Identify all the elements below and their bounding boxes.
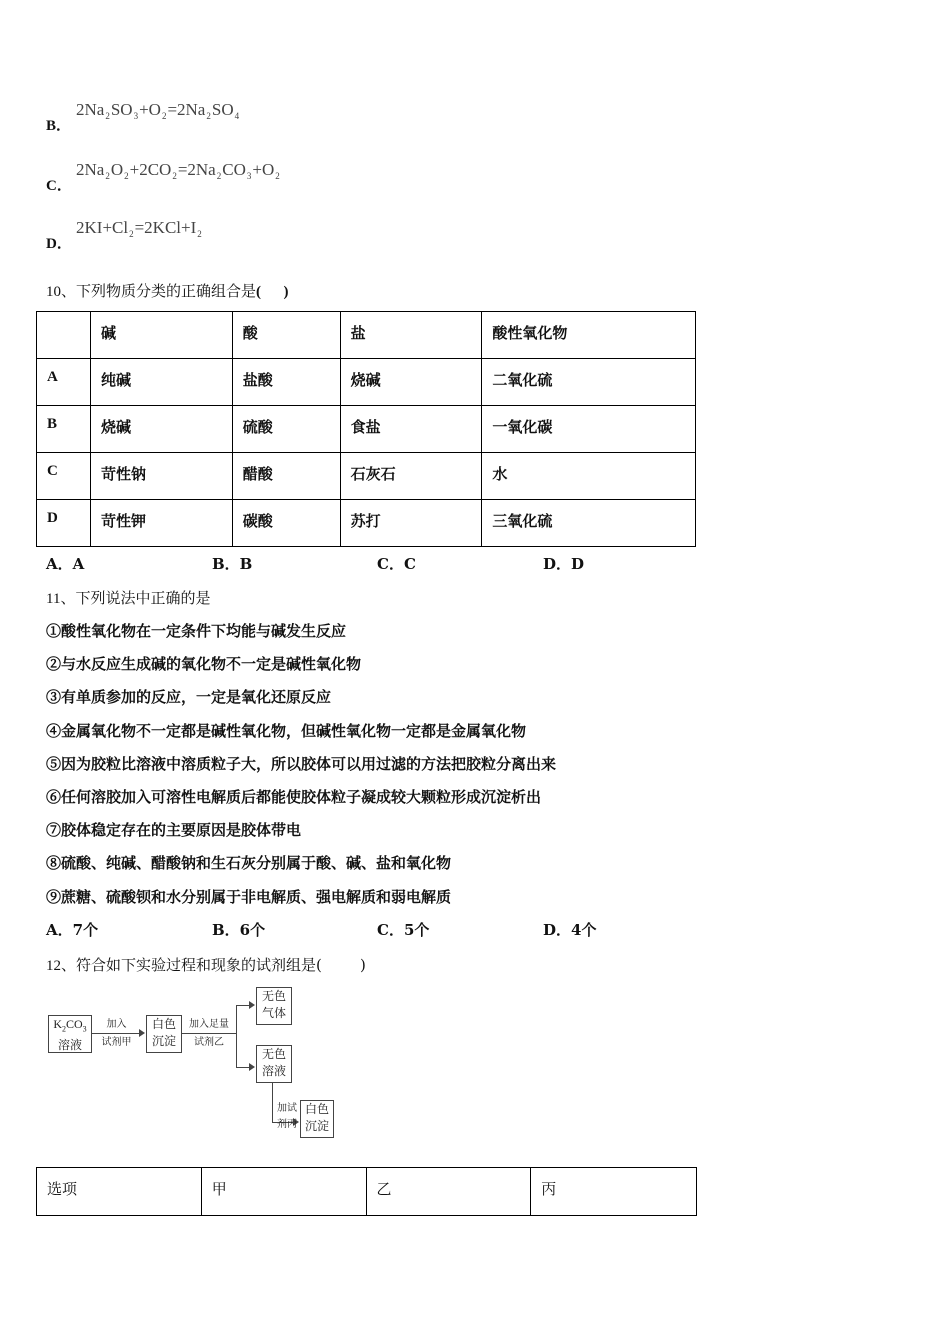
q11-statement: ⑥任何溶胶加入可溶性电解质后都能使胶体粒子凝成较大颗粒形成沉淀析出 bbox=[46, 788, 542, 806]
q11-statement: ③有单质参加的反应，一定是氧化还原反应 bbox=[46, 688, 332, 707]
q10-table bbox=[36, 311, 696, 547]
table-row bbox=[37, 500, 696, 547]
diagram-arrow-2-bottom: 试剂乙 bbox=[194, 1037, 224, 1048]
q12-header-yi: 乙 bbox=[366, 1168, 531, 1216]
table-cell: 硫酸 bbox=[232, 406, 340, 453]
table-cell: C bbox=[37, 453, 91, 500]
table-cell: 二氧化硫 bbox=[482, 359, 696, 406]
diagram-arrow-1-top: 加入 bbox=[106, 1019, 127, 1030]
diagram-arrow-2-top: 加入足量 bbox=[189, 1019, 229, 1030]
q11-statement: ⑧硫酸、纯碱、醋酸钠和生石灰分别属于酸、碱、盐和氧化物 bbox=[46, 854, 452, 873]
table-cell: 碱 bbox=[90, 312, 232, 359]
q9-option-3 bbox=[46, 218, 446, 258]
q11-answer-options bbox=[46, 919, 746, 939]
q12-header-option: 选项 bbox=[37, 1168, 202, 1216]
q10-answer-options bbox=[46, 553, 746, 573]
diagram-arrow-2 bbox=[181, 1033, 236, 1034]
option-letter: D． bbox=[46, 236, 72, 252]
table-cell: 盐酸 bbox=[232, 359, 340, 406]
option-letter: C． bbox=[46, 178, 72, 194]
q9-option-2 bbox=[46, 160, 446, 200]
arrowhead-icon bbox=[139, 1029, 145, 1037]
diagram-final-precipitate-box: 白色 沉淀 bbox=[300, 1100, 334, 1138]
table-cell: 苛性钾 bbox=[90, 500, 232, 547]
answer-option-a[interactable]: A．A bbox=[46, 555, 85, 573]
q9-option-1 bbox=[46, 100, 446, 140]
q12-header-jia: 甲 bbox=[201, 1168, 366, 1216]
q11-number: 11、 bbox=[46, 591, 76, 607]
answer-option-a[interactable]: A．7个 bbox=[46, 921, 99, 939]
table-cell: 水 bbox=[482, 453, 696, 500]
q11-statement: ④金属氧化物不一定都是碱性氧化物，但碱性氧化物一定都是金属氧化物 bbox=[46, 721, 527, 740]
table-cell: 烧碱 bbox=[340, 359, 482, 406]
q12-flow-diagram bbox=[46, 985, 346, 1145]
q10-number: 10、 bbox=[46, 284, 77, 300]
chemical-equation: $2Na_2SO_3+O_2=2Na_2SO_4$ bbox=[76, 100, 240, 121]
table-cell: B bbox=[37, 406, 91, 453]
q10-paren: ( ) bbox=[256, 284, 289, 300]
q11-statement: ⑦胶体稳定存在的主要原因是胶体带电 bbox=[46, 821, 302, 840]
diagram-branch-line bbox=[236, 1005, 237, 1067]
table-cell: A bbox=[37, 359, 91, 406]
q12-text: 符合如下实验过程和现象的试剂组是 bbox=[76, 956, 317, 974]
answer-option-b[interactable]: B．6个 bbox=[212, 921, 266, 939]
answer-option-c[interactable]: C．5个 bbox=[377, 921, 430, 939]
table-cell: 苛性钠 bbox=[90, 453, 232, 500]
table-cell: 盐 bbox=[340, 312, 482, 359]
chemical-equation: $2Na_2O_2+2CO_2=2Na_2CO_3+O_2$ bbox=[76, 160, 280, 181]
table-cell: 三氧化硫 bbox=[482, 500, 696, 547]
table-cell: 烧碱 bbox=[90, 406, 232, 453]
arrowhead-icon bbox=[249, 1063, 255, 1071]
table-cell: 石灰石 bbox=[340, 453, 482, 500]
diagram-arrow-3-bottom: 剂丙 bbox=[277, 1119, 297, 1130]
q12-number: 12、 bbox=[46, 958, 77, 974]
table-cell: 纯碱 bbox=[90, 359, 232, 406]
q12-title bbox=[46, 954, 366, 975]
table-cell: D bbox=[37, 500, 91, 547]
q12-paren: ( ) bbox=[316, 956, 366, 974]
q11-title bbox=[46, 587, 210, 608]
table-header-row bbox=[37, 312, 696, 359]
diagram-branch-top bbox=[236, 1005, 250, 1006]
diagram-start-box: $K_2CO_3$ 溶液 bbox=[48, 1015, 92, 1053]
table-cell bbox=[37, 312, 91, 359]
diagram-branch-bottom bbox=[236, 1067, 250, 1068]
q10-title bbox=[46, 280, 289, 301]
diagram-precipitate-box: 白色 沉淀 bbox=[146, 1015, 182, 1053]
diagram-arrow-1-bottom: 试剂甲 bbox=[101, 1037, 132, 1048]
answer-option-c[interactable]: C．C bbox=[377, 555, 416, 573]
q12-table bbox=[36, 1167, 697, 1216]
table-cell: 一氧化碳 bbox=[482, 406, 696, 453]
q11-statement: ①酸性氧化物在一定条件下均能与碱发生反应 bbox=[46, 622, 347, 640]
table-row bbox=[37, 406, 696, 453]
diagram-arrow-3-top: 加试 bbox=[277, 1103, 297, 1114]
diagram-solution-box: 无色 溶液 bbox=[256, 1045, 292, 1083]
chemical-equation: $2KI+Cl_2=2KCl+I_2$ bbox=[76, 218, 202, 239]
q10-text: 下列物质分类的正确组合是 bbox=[76, 282, 257, 300]
table-row bbox=[37, 359, 696, 406]
diagram-arrow-3-vertical bbox=[272, 1082, 273, 1122]
q11-statement: ②与水反应生成碱的氧化物不一定是碱性氧化物 bbox=[46, 655, 362, 674]
q11-statement: ⑨蔗糖、硫酸钡和水分别属于非电解质、强电解质和弱电解质 bbox=[46, 887, 452, 906]
q12-header-bing: 丙 bbox=[531, 1168, 697, 1216]
option-letter: B． bbox=[46, 118, 72, 134]
diagram-arrow-1 bbox=[91, 1033, 141, 1034]
table-cell: 食盐 bbox=[340, 406, 482, 453]
table-cell: 苏打 bbox=[340, 500, 482, 547]
table-cell: 碳酸 bbox=[232, 500, 340, 547]
answer-option-d[interactable]: D．D bbox=[543, 555, 585, 573]
q11-statement: ⑤因为胶粒比溶液中溶质粒子大，所以胶体可以用过滤的方法把胶粒分离出来 bbox=[46, 754, 557, 773]
q11-text: 下列说法中正确的是 bbox=[75, 589, 211, 607]
answer-option-b[interactable]: B．B bbox=[212, 555, 253, 573]
diagram-gas-box: 无色 气体 bbox=[256, 987, 292, 1025]
answer-option-d[interactable]: D．4个 bbox=[543, 921, 597, 939]
arrowhead-icon bbox=[249, 1001, 255, 1009]
table-row bbox=[37, 453, 696, 500]
table-cell: 醋酸 bbox=[232, 453, 340, 500]
table-cell: 酸性氧化物 bbox=[482, 312, 696, 359]
table-cell: 酸 bbox=[232, 312, 340, 359]
